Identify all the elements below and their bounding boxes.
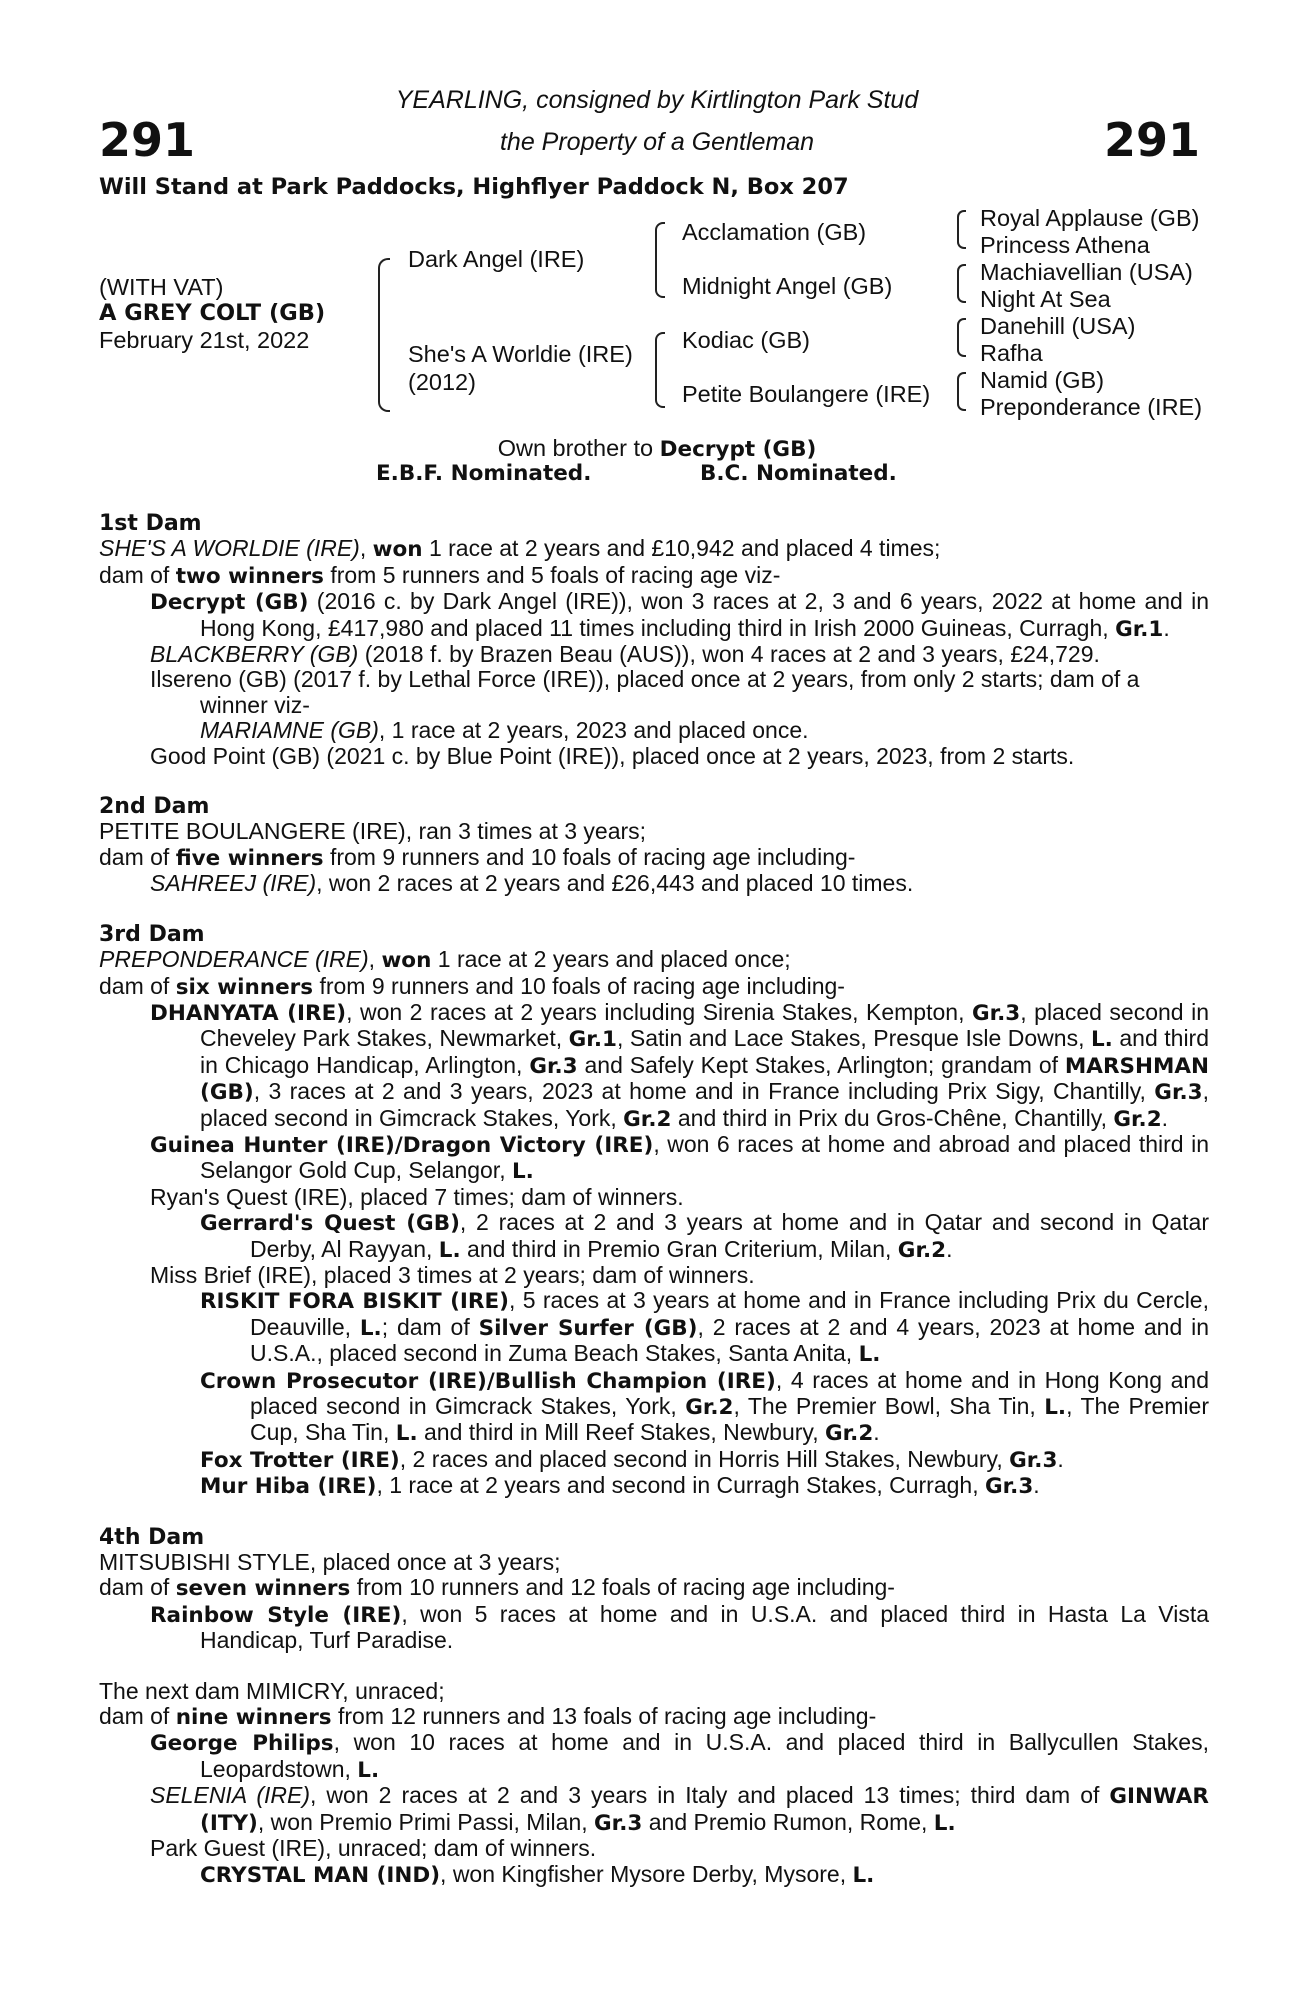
- produce-entry: CRYSTAL MAN (IND), won Kingfisher Mysore Derby, Mysore, L.: [200, 1860, 875, 1888]
- vat-note: (WITH VAT): [99, 274, 224, 300]
- stand-location: Will Stand at Park Paddocks, Highflyer Paddock N, Box 207: [99, 174, 849, 200]
- lot-number-right: 291: [1103, 113, 1200, 167]
- produce-entry: Mur Hiba (IRE), 1 race at 2 years and second in Curragh Stakes, Curragh, Gr.3.: [200, 1472, 1040, 1500]
- g3-ssd: Princess Athena: [980, 232, 1150, 258]
- produce-entry: SELENIA (IRE), won 2 races at 2 and 3 years in Italy and placed 13 times; third dam of GINWAR (ITY), won Premio Primi Passi, Milan, Gr.3 and Premio Rumon, Rome, L.: [150, 1782, 1209, 1836]
- produce-entry: BLACKBERRY (GB) (2018 f. by Brazen Beau (AUS)), won 4 races at 2 and 3 years, £24,729.: [150, 641, 1100, 668]
- sire: Dark Angel (IRE): [408, 246, 585, 272]
- section-heading: 1st Dam: [99, 511, 202, 536]
- produce-entry: Ilsereno (GB) (2017 f. by Lethal Force (IRE)), placed once at 2 years, from only 2 starts; dam of a winner viz-: [150, 666, 1140, 718]
- produce-entry: DHANYATA (IRE), won 2 races at 2 years including Sirenia Stakes, Kempton, Gr.3, placed second in Cheveley Park Stakes, Newmarket, Gr.1, Satin and Lace Stakes, Presque Isle Downs, L. and third in Chicago Handicap, Arlington, Gr.3 and Safely Kept Stakes, Arlington; grandam of MARSHMAN (GB), 3 races at 2 and 3 years, 2023 at home and in France including Prix Sigy, Chantilly, Gr.3, placed second in Gimcrack Stakes, York, Gr.2 and third in Prix du Gros-Chêne, Chantilly, Gr.2.: [150, 998, 1210, 1132]
- g3-sds: Machiavellian (USA): [980, 259, 1193, 285]
- catalogue-body: [99, 511, 1209, 1888]
- g3-sdd: Night At Sea: [980, 286, 1111, 312]
- sire-dam: Midnight Angel (GB): [682, 273, 893, 299]
- foaling-date: February 21st, 2022: [99, 327, 310, 353]
- lot-number-left: 291: [99, 113, 196, 167]
- produce-entry: RISKIT FORA BISKIT (IRE), 5 races at 3 years at home and in France including Prix du Cercle, Deauville, L.; dam of Silver Surfer (GB), 2 races at 2 and 4 years, 2023 at home and in U.S.A., placed second in Zuma Beach Stakes, Santa Anita, L.: [200, 1287, 1210, 1368]
- produce-entry: Good Point (GB) (2021 c. by Blue Point (IRE)), placed once at 2 years, 2023, from 2 starts.: [150, 742, 1075, 769]
- g3-sss: Royal Applause (GB): [980, 205, 1200, 231]
- bc-nominated: B.C. Nominated.: [700, 461, 897, 486]
- fourth-dam-section: 4th Dam MITSUBISHI STYLE, placed once at 3 years; dam of seven winners from 10 runners and 12 foals of racing age including- Rainbow Style (IRE), won 5 races at home and in U.S.A. and placed third in Hasta La Vista Handicap, Turf Paradise.: [99, 1524, 1209, 1654]
- produce-entry: Crown Prosecutor (IRE)/Bullish Champion (IRE), 4 races at home and in Hong Kong and placed second in Gimcrack Stakes, York, Gr.2, The Premier Bowl, Sha Tin, L., The Premier Cup, Sha Tin, L. and third in Mill Reef Stakes, Newbury, Gr.2.: [200, 1366, 1209, 1447]
- produce-entry: Fox Trotter (IRE), 2 races and placed second in Horris Hill Stakes, Newbury, Gr.3.: [200, 1445, 1064, 1473]
- g3-dss: Danehill (USA): [980, 313, 1136, 339]
- produce-entry: Ryan's Quest (IRE), placed 7 times; dam of winners.: [150, 1183, 684, 1210]
- ebf-nominated: E.B.F. Nominated.: [376, 461, 592, 486]
- produce-entry: SAHREEJ (IRE), won 2 races at 2 years and £26,443 and placed 10 times.: [150, 870, 914, 897]
- g3-dds: Namid (GB): [980, 367, 1105, 393]
- dam-sire: Kodiac (GB): [682, 327, 810, 353]
- sire-sire: Acclamation (GB): [682, 219, 867, 245]
- produce-entry: George Philips, won 10 races at home and in U.S.A. and placed third in Ballycullen Stakes, Leopardstown, L.: [150, 1729, 1209, 1783]
- produce-entry: Miss Brief (IRE), placed 3 times at 2 years; dam of winners.: [150, 1261, 755, 1288]
- own-brother-note: Own brother to Decrypt (GB): [497, 435, 817, 462]
- dam-year: (2012): [408, 369, 476, 395]
- section-heading: 3rd Dam: [99, 921, 205, 947]
- produce-entry: Guinea Hunter (IRE)/Dragon Victory (IRE), won 6 races at home and abroad and placed third in Selangor Gold Cup, Selangor, L.: [150, 1130, 1209, 1185]
- produce-entry: MARIAMNE (GB), 1 race at 2 years, 2023 and placed once.: [200, 717, 809, 744]
- g3-dsd: Rafha: [980, 340, 1043, 366]
- produce-entry: Decrypt (GB) (2016 c. by Dark Angel (IRE)), won 3 races at 2, 3 and 6 years, 2022 at home and in Hong Kong, £417,980 and placed 11 times including third in Irish 2000 Guineas, Curragh, Gr.1.: [150, 588, 1209, 642]
- dam-dam: Petite Boulangere (IRE): [682, 381, 931, 407]
- dam: She's A Worldie (IRE): [408, 341, 633, 367]
- produce-entry: Park Guest (IRE), unraced; dam of winners.: [150, 1835, 597, 1862]
- produce-entry: Gerrard's Quest (GB), 2 races at 2 and 3 years at home and in Qatar and second in Qatar Derby, Al Rayyan, L. and third in Premio Gran Criterium, Milan, Gr.2.: [200, 1209, 1210, 1263]
- next-dam-section: The next dam MIMICRY, unraced; dam of nine winners from 12 runners and 13 foals of racing age including- George Philips, won 10 races at home and in U.S.A. and placed third in Ballycullen Stakes, Leopardstown, L. SELENIA (IRE), won 2 races at 2 and 3 years in Italy and placed 13 times; third dam of GINWAR (ITY), won Premio Primi Passi, Milan, Gr.3 and Premio Rumon, Rome, L. Park Guest (IRE), unraced; dam of winners. CRYSTAL MAN (IND), won Kingfisher Mysore Derby, Mysore, L.: [99, 1677, 1209, 1888]
- produce-entry: Rainbow Style (IRE), won 5 races at home and in U.S.A. and placed third in Hasta La Vista Handicap, Turf Paradise.: [150, 1600, 1209, 1654]
- section-heading: 2nd Dam: [99, 794, 210, 820]
- first-dam-section: 1st Dam SHE'S A WORLDIE (IRE), won 1 race at 2 years and £10,942 and placed 4 times; dam of two winners from 5 runners and 5 foals of racing age viz- Decrypt (GB) (2016 c. by Dark Angel (IRE)), won 3 races at 2, 3 and 6 years, 2022 at home and in Hong Kong, £417,980 and placed 11 times including third in Irish 2000 Guineas, Curragh, Gr.1. BLACKBERRY (GB) (2018 f. by Brazen Beau (AUS)), won 4 races at 2 and 3 years, £24,729. Ilsereno (GB) (2017 f. by Lethal Force (IRE)), placed once at 2 years, from only 2 starts; dam of a winner viz- MARIAMNE (GB), 1 race at 2 years, 2023 and placed once. Good Point (GB) (2021 c. by Blue Point (IRE)), placed once at 2 years, 2023, from 2 starts.: [99, 511, 1209, 769]
- own-brother-name: Decrypt (GB): [659, 437, 817, 462]
- section-heading: 4th Dam: [99, 1524, 205, 1550]
- second-dam-section: 2nd Dam PETITE BOULANGERE (IRE), ran 3 times at 3 years; dam of five winners from 9 runners and 10 foals of racing age including- SAHREEJ (IRE), won 2 races at 2 years and £26,443 and placed 10 times.: [99, 794, 1209, 897]
- consignment-line: YEARLING, consigned by Kirtlington Park Stud: [395, 86, 919, 114]
- third-dam-section: 3rd Dam PREPONDERANCE (IRE), won 1 race at 2 years and placed once; dam of six winners from 9 runners and 10 foals of racing age including- DHANYATA (IRE), won 2 races at 2 years including Sirenia Stakes, Kempton, Gr.3, placed second in Cheveley Park Stakes, Newmarket, Gr.1, Satin and Lace Stakes, Presque Isle Downs, L. and third in Chicago Handicap, Arlington, Gr.3 and Safely Kept Stakes, Arlington; grandam of MARSHMAN (GB), 3 races at 2 and 3 years, 2023 at home and in France including Prix Sigy, Chantilly, Gr.3, placed second in Gimcrack Stakes, York, Gr.2 and third in Prix du Gros-Chêne, Chantilly, Gr.2. Guinea Hunter (IRE)/Dragon Victory (IRE), won 6 races at home and abroad and placed third in Selangor Gold Cup, Selangor, L. Ryan's Quest (IRE), placed 7 times; dam of winners. Gerrard's Quest (GB), 2 races at 2 and 3 years at home and in Qatar and second in Qatar Derby, Al Rayyan, L. and third in Premio Gran Criterium, Milan, Gr.2. Miss Brief (IRE), placed 3 times at 2 years; dam of winners. RISKIT FORA BISKIT (IRE), 5 races at 3 years at home and in France including Prix du Cercle, Deauville, L.; dam of Silver Surfer (GB), 2 races at 2 and 4 years, 2023 at home and in U.S.A., placed second in Zuma Beach Stakes, Santa Anita, L. Crown Prosecutor (IRE)/Bullish Champion (IRE), 4 races at home and in Hong Kong and placed second in Gimcrack Stakes, York, Gr.2, The Premier Bowl, Sha Tin, L., The Premier Cup, Sha Tin, L. and third in Mill Reef Stakes, Newbury, Gr.2. Fox Trotter (IRE), 2 races and placed second in Horris Hill Stakes, Newbury, Gr.3. Mur Hiba (IRE), 1 race at 2 years and second in Curragh Stakes, Curragh, Gr.3.: [99, 921, 1210, 1500]
- horse-name: A GREY COLT (GB): [99, 300, 326, 326]
- property-line: the Property of a Gentleman: [499, 128, 815, 156]
- g3-ddd: Preponderance (IRE): [980, 394, 1203, 420]
